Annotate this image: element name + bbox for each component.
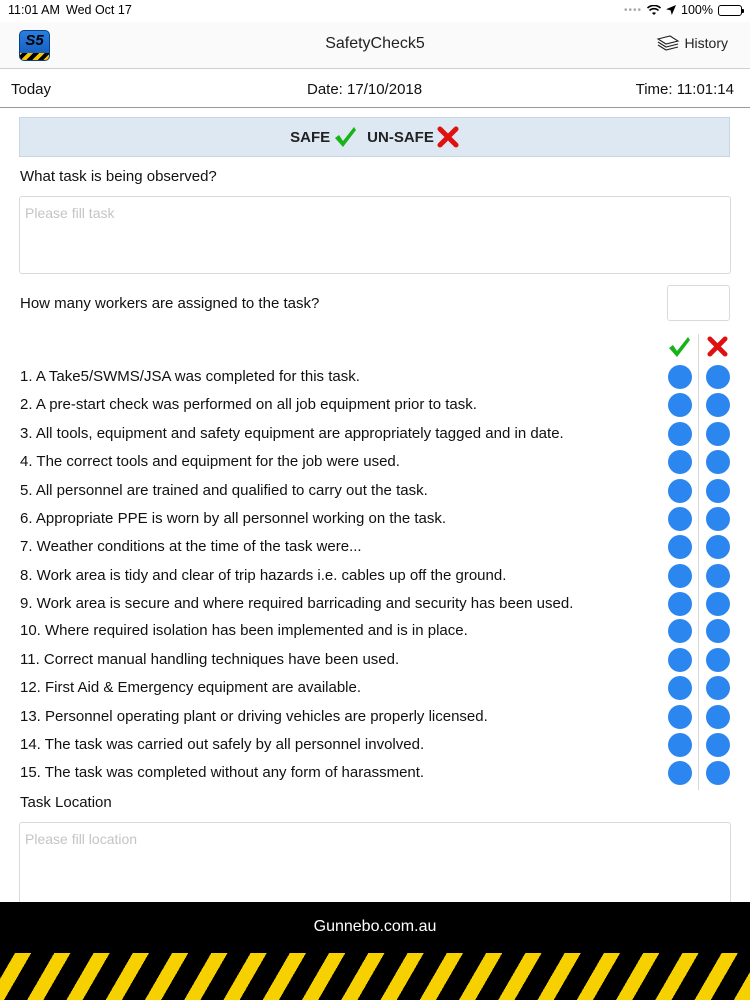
status-time: 11:01 AM [8,3,60,17]
checklist-item-text: 4. The correct tools and equipment for the job were used. [20,453,400,470]
safe-legend [290,125,357,149]
checklist-item-text: 9. Work area is secure and where required barricading and security has been used. [20,595,574,612]
checklist-item [20,731,732,759]
location-label: Task Location [20,794,112,811]
checklist-item-text: 2. A pre-start check was performed on all job equipment prior to task. [20,396,477,413]
location-input[interactable] [19,822,731,906]
unsafe-legend [367,126,459,148]
history-label: History [684,35,728,51]
unsafe-radio[interactable] [706,733,730,757]
task-input[interactable] [19,196,731,274]
task-question: What task is being observed? [20,168,217,185]
today-label: Today [11,81,52,98]
unsafe-radio[interactable] [706,564,730,588]
safe-radio[interactable] [668,422,692,446]
checklist-item [20,391,732,419]
checklist-item [20,617,732,645]
logo-text: S5 [25,32,44,49]
checklist-item-text: 15. The task was completed without any form of harassment. [20,764,425,781]
unsafe-radio[interactable] [706,535,730,559]
task-placeholder: Please fill task [25,205,115,221]
unsafe-label: UN-SAFE [367,128,434,146]
safe-radio[interactable] [668,619,692,643]
safe-unsafe-legend [19,117,730,157]
checklist-item [20,759,732,787]
safe-radio[interactable] [668,450,692,474]
safe-radio[interactable] [668,507,692,531]
checklist-item [20,674,732,702]
date-label: Date: 17/10/2018 [307,81,423,98]
safe-radio[interactable] [668,393,692,417]
dots-icon: •••• [624,4,643,16]
checklist-item-text: 12. First Aid & Emergency equipment are available. [20,679,362,696]
safe-radio[interactable] [668,648,692,672]
safe-radio[interactable] [668,479,692,503]
unsafe-radio[interactable] [706,507,730,531]
unsafe-radio[interactable] [706,450,730,474]
safe-radio[interactable] [668,733,692,757]
safe-radio[interactable] [668,365,692,389]
footer-site-link[interactable]: Gunnebo.com.au [313,918,437,935]
checklist-item [20,448,732,476]
checklist-item-text: 13. Personnel operating plant or driving vehicles are properly licensed. [20,708,488,725]
safe-radio[interactable] [668,535,692,559]
unsafe-radio[interactable] [706,761,730,785]
checklist-item [20,477,732,505]
history-stack-icon [656,35,680,51]
unsafe-radio[interactable] [706,393,730,417]
checklist-item-text: 7. Weather conditions at the time of the task were... [20,538,362,555]
status-indicators [624,3,742,17]
workers-count-input[interactable] [667,285,730,321]
checklist-item [20,562,732,590]
unsafe-radio[interactable] [706,365,730,389]
checklist-item [20,420,732,448]
hazard-stripe [0,953,750,1000]
checklist-item-text: 6. Appropriate PPE is worn by all personnel working on the task. [20,510,447,527]
safe-radio[interactable] [668,564,692,588]
status-bar [0,0,750,22]
safe-label: SAFE [290,128,331,146]
location-arrow-icon [666,5,676,15]
checklist-item [20,646,732,674]
checklist-item [20,703,732,731]
safe-radio[interactable] [668,676,692,700]
unsafe-radio[interactable] [706,592,730,616]
logo-hazard-stripe [20,53,49,60]
safe-radio[interactable] [668,761,692,785]
unsafe-radio[interactable] [706,705,730,729]
unsafe-radio[interactable] [706,479,730,503]
checklist-item-text: 14. The task was carried out safely by all personnel involved. [20,736,425,753]
unsafe-radio[interactable] [706,648,730,672]
unsafe-radio[interactable] [706,422,730,446]
checklist-item [20,505,732,533]
checklist-item-text: 5. All personnel are trained and qualified to carry out the task. [20,482,428,499]
workers-question: How many workers are assigned to the task? [20,295,320,312]
check-icon [333,125,357,149]
checklist-item-text: 1. A Take5/SWMS/JSA was completed for this task. [20,368,360,385]
unsafe-column-cross-icon [707,336,728,357]
info-bar [0,70,750,108]
nav-bar [0,22,750,69]
checklist-item [20,590,732,618]
unsafe-radio[interactable] [706,676,730,700]
checklist-item [20,533,732,561]
safe-column-check-icon [667,334,691,360]
cross-icon [437,126,459,148]
checklist-item-text: 11. Correct manual handling techniques have been used. [20,651,400,668]
safe-radio[interactable] [668,592,692,616]
footer [0,902,750,1000]
checklist-item-text: 3. All tools, equipment and safety equipment are appropriately tagged and in date. [20,425,564,442]
checklist-item-text: 8. Work area is tidy and clear of trip hazards i.e. cables up off the ground. [20,567,507,584]
checklist-item [20,363,732,391]
history-button[interactable] [656,35,728,51]
safe-radio[interactable] [668,705,692,729]
time-label: Time: 11:01:14 [635,81,734,98]
battery-percent: 100% [681,3,713,17]
wifi-icon [647,5,661,16]
location-placeholder: Please fill location [25,831,138,847]
checklist-item-text: 10. Where required isolation has been implemented and is in place. [20,622,468,639]
unsafe-radio[interactable] [706,619,730,643]
page-title: SafetyCheck5 [325,35,425,52]
battery-icon [718,5,742,16]
status-date: Wed Oct 17 [66,3,132,17]
